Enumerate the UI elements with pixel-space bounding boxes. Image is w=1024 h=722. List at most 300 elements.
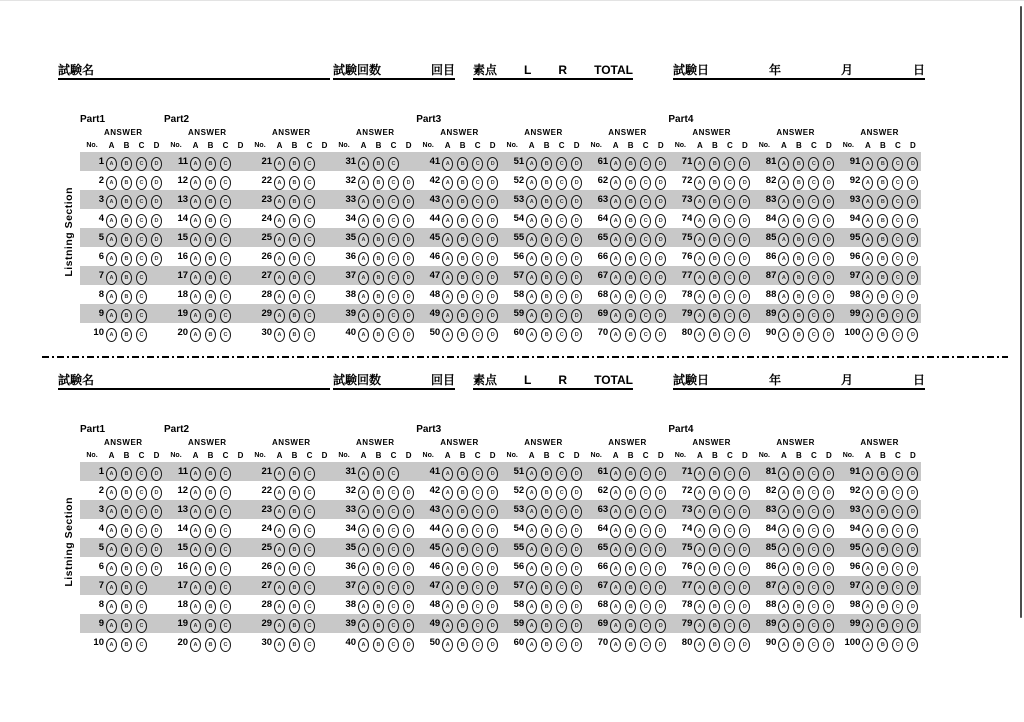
answer-bubble: C bbox=[808, 467, 819, 481]
bubble-cell bbox=[218, 247, 233, 266]
answer-bubble: C bbox=[136, 619, 147, 633]
answer-bubble: A bbox=[526, 619, 537, 633]
answer-bubble: D bbox=[487, 252, 498, 266]
answer-bubble: B bbox=[457, 505, 468, 519]
bubble-cell bbox=[776, 557, 791, 576]
question-number-cell: 48 bbox=[429, 599, 441, 610]
answer-header-cell: ANSWER bbox=[776, 128, 815, 137]
bubble-cell bbox=[386, 323, 401, 342]
bubble-cell bbox=[134, 595, 149, 614]
choice-header-cell: B bbox=[375, 451, 382, 460]
bubble-cell bbox=[440, 557, 455, 576]
answer-bubble: C bbox=[724, 309, 735, 323]
bubble-cell bbox=[821, 247, 836, 266]
bubble-cell bbox=[203, 462, 218, 481]
answer-bubble: D bbox=[739, 309, 750, 323]
answer-bubble: B bbox=[877, 600, 888, 614]
bubble-cell bbox=[317, 285, 332, 304]
answer-bubble: C bbox=[220, 309, 231, 323]
bubble-cell bbox=[608, 285, 623, 304]
answer-bubble: C bbox=[136, 505, 147, 519]
question-number-cell: 62 bbox=[597, 485, 609, 496]
bubble-cell bbox=[188, 538, 203, 557]
question-number-cell: 33 bbox=[332, 190, 356, 209]
answer-header-cell: ANSWER bbox=[440, 128, 479, 137]
answer-bubble: A bbox=[778, 233, 789, 247]
answer-bubble: A bbox=[610, 486, 621, 500]
bubble-cell bbox=[791, 285, 806, 304]
bubble-cell bbox=[569, 500, 584, 519]
bubble-cell bbox=[218, 595, 233, 614]
bubble-cell bbox=[539, 614, 554, 633]
bubble-cell bbox=[272, 171, 287, 190]
choice-header-cell: C bbox=[390, 451, 397, 460]
bubble-cell bbox=[776, 171, 791, 190]
answer-bubble: C bbox=[388, 467, 399, 481]
answer-bubble: A bbox=[442, 524, 453, 538]
answer-bubble: A bbox=[106, 619, 117, 633]
answer-bubble: B bbox=[289, 619, 300, 633]
bubble-cell bbox=[539, 190, 554, 209]
answer-bubble: A bbox=[778, 157, 789, 171]
answer-bubble: B bbox=[625, 214, 636, 228]
bubble-cell bbox=[890, 266, 905, 285]
bubble-cell bbox=[233, 285, 248, 304]
bubble-cell bbox=[119, 595, 134, 614]
answer-bubble: A bbox=[862, 543, 873, 557]
exam-date-field bbox=[673, 366, 925, 390]
bubble-cell bbox=[356, 500, 371, 519]
bubble-cell bbox=[569, 576, 584, 595]
answer-bubble: A bbox=[190, 252, 201, 266]
answer-bubble: B bbox=[289, 600, 300, 614]
choice-header-cell: B bbox=[627, 451, 634, 460]
bubble-cell bbox=[569, 538, 584, 557]
question-number-cell: 1 bbox=[80, 462, 104, 481]
answer-bubble: A bbox=[358, 581, 369, 595]
question-number-cell: 49 bbox=[416, 304, 440, 323]
bubble-cell bbox=[692, 614, 707, 633]
choice-header-cell: C bbox=[642, 141, 649, 150]
question-number-cell: 43 bbox=[416, 190, 440, 209]
answer-bubble: B bbox=[709, 619, 720, 633]
answer-bubble: C bbox=[556, 157, 567, 171]
bubble-cell bbox=[692, 633, 707, 652]
bubble-cell bbox=[485, 285, 500, 304]
bubble-cell bbox=[905, 266, 920, 285]
bubble-cell bbox=[272, 228, 287, 247]
answer-bubble: A bbox=[526, 252, 537, 266]
bubble-cell bbox=[905, 228, 920, 247]
question-number-cell: 59 bbox=[500, 614, 524, 633]
bubble-cell bbox=[776, 228, 791, 247]
bubble-cell bbox=[440, 285, 455, 304]
bubble-cell bbox=[821, 633, 836, 652]
question-number-cell: 97 bbox=[836, 576, 860, 595]
bubble-cell bbox=[554, 266, 569, 285]
answer-bubble: D bbox=[487, 195, 498, 209]
answer-bubble: D bbox=[487, 524, 498, 538]
bubble-cell bbox=[302, 247, 317, 266]
page-right-edge bbox=[1020, 6, 1022, 618]
answer-bubble: A bbox=[778, 600, 789, 614]
question-number-cell: 79 bbox=[668, 304, 692, 323]
bubble-cell bbox=[218, 171, 233, 190]
part-label-cell: Part3 bbox=[416, 423, 442, 435]
question-number-cell: 83 bbox=[752, 190, 776, 209]
bubble-cell bbox=[218, 462, 233, 481]
bubble-cell bbox=[776, 152, 791, 171]
bubble-cell bbox=[218, 557, 233, 576]
question-number-cell: 12 bbox=[177, 485, 189, 496]
bubble-cell bbox=[722, 557, 737, 576]
question-number-cell: 13 bbox=[164, 190, 188, 209]
bubble-cell bbox=[401, 538, 416, 557]
bubble-cell bbox=[875, 538, 890, 557]
bubble-cell bbox=[104, 462, 119, 481]
answer-bubble: B bbox=[793, 505, 804, 519]
bubble-cell bbox=[737, 614, 752, 633]
answer-bubble: B bbox=[457, 252, 468, 266]
question-number-cell: 60 bbox=[513, 637, 525, 648]
day-label: 日 bbox=[912, 373, 925, 387]
bubble-cell bbox=[287, 538, 302, 557]
choice-header-cell: C bbox=[810, 141, 817, 150]
bubble-cell bbox=[776, 209, 791, 228]
question-number-cell: 83 bbox=[752, 500, 776, 519]
bubble-cell bbox=[653, 152, 668, 171]
bubble-cell bbox=[188, 171, 203, 190]
answer-bubble: C bbox=[136, 524, 147, 538]
bubble-cell bbox=[455, 576, 470, 595]
answer-bubble: B bbox=[289, 505, 300, 519]
answer-bubble: D bbox=[487, 600, 498, 614]
answer-bubble: A bbox=[610, 233, 621, 247]
bubble-cell bbox=[524, 500, 539, 519]
answer-bubble: C bbox=[724, 252, 735, 266]
bubble-cell bbox=[707, 323, 722, 342]
bubble-cell bbox=[860, 595, 875, 614]
answer-bubble: C bbox=[892, 581, 903, 595]
bubble-cell bbox=[791, 266, 806, 285]
bubble-cell bbox=[737, 538, 752, 557]
question-number-cell: 64 bbox=[597, 523, 609, 534]
question-number-cell: 63 bbox=[584, 500, 608, 519]
answer-bubble: C bbox=[136, 290, 147, 304]
question-number-cell: 7 bbox=[80, 576, 104, 595]
answer-bubble: B bbox=[541, 309, 552, 323]
form-header bbox=[58, 58, 925, 80]
question-number-cell: 87 bbox=[752, 576, 776, 595]
answer-bubble: A bbox=[526, 562, 537, 576]
question-number-cell: 69 bbox=[584, 304, 608, 323]
question-number-cell: 7 bbox=[80, 266, 104, 285]
bubble-cell bbox=[233, 481, 248, 500]
question-number-cell: 12 bbox=[177, 175, 189, 186]
question-number-cell: 51 bbox=[500, 152, 524, 171]
bubble-cell bbox=[302, 304, 317, 323]
bubble-cell bbox=[302, 323, 317, 342]
answer-bubble: D bbox=[403, 543, 414, 557]
bubble-cell bbox=[875, 614, 890, 633]
answer-bubble: B bbox=[541, 486, 552, 500]
bubble-cell bbox=[134, 228, 149, 247]
bubble-cell bbox=[653, 171, 668, 190]
answer-bubble: D bbox=[907, 467, 918, 481]
answer-bubble: C bbox=[556, 309, 567, 323]
bubble-cell bbox=[890, 614, 905, 633]
question-number-cell: 86 bbox=[765, 251, 777, 262]
answer-bubble: C bbox=[556, 581, 567, 595]
answer-bubble: A bbox=[862, 638, 873, 652]
bubble-cell bbox=[623, 481, 638, 500]
answer-bubble: B bbox=[625, 486, 636, 500]
answer-bubble: A bbox=[862, 581, 873, 595]
bubble-cell bbox=[272, 595, 287, 614]
bubble-cell bbox=[776, 285, 791, 304]
bubble-cell bbox=[401, 576, 416, 595]
answer-bubble: C bbox=[724, 638, 735, 652]
choice-header-cell: A bbox=[528, 141, 535, 150]
answer-bubble: B bbox=[625, 524, 636, 538]
exam-name-label: 試験名 bbox=[58, 63, 95, 77]
answer-bubble: D bbox=[487, 467, 498, 481]
raw-score-label: 素点 bbox=[473, 373, 498, 387]
bubble-cell bbox=[806, 614, 821, 633]
bubble-cell bbox=[569, 595, 584, 614]
answer-bubble: C bbox=[808, 176, 819, 190]
answer-bubble: A bbox=[106, 600, 117, 614]
bubble-cell bbox=[134, 462, 149, 481]
bubble-cell bbox=[905, 557, 920, 576]
section-label-cell bbox=[58, 436, 80, 652]
bubble-cell bbox=[356, 190, 371, 209]
answer-bubble: A bbox=[778, 524, 789, 538]
answer-bubble: D bbox=[403, 252, 414, 266]
bubble-cell bbox=[470, 557, 485, 576]
answer-bubble: B bbox=[205, 233, 216, 247]
choice-header-cell: A bbox=[864, 451, 871, 460]
bubble-cell bbox=[455, 266, 470, 285]
answer-bubble: C bbox=[556, 195, 567, 209]
answer-header-cell: ANSWER bbox=[692, 128, 731, 137]
choice-header-cell: C bbox=[894, 451, 901, 460]
answer-bubble: A bbox=[442, 543, 453, 557]
question-number-cell: 55 bbox=[500, 228, 524, 247]
question-number-cell: 29 bbox=[248, 614, 272, 633]
answer-bubble: D bbox=[823, 214, 834, 228]
answer-sheet-copy-1 bbox=[58, 58, 925, 342]
answer-grid-slot bbox=[58, 112, 925, 342]
bubble-cell bbox=[875, 171, 890, 190]
bubble-cell bbox=[791, 209, 806, 228]
no-header-cell: No. bbox=[254, 142, 266, 149]
bubble-cell bbox=[188, 304, 203, 323]
answer-bubble: A bbox=[694, 328, 705, 342]
answer-bubble: C bbox=[388, 543, 399, 557]
part-label-cell: Part2 bbox=[164, 423, 190, 435]
choice-header-cell: C bbox=[558, 141, 565, 150]
bubble-cell bbox=[737, 285, 752, 304]
question-number-cell: 67 bbox=[584, 266, 608, 285]
choice-header-cell: A bbox=[276, 141, 283, 150]
answer-bubble: C bbox=[640, 486, 651, 500]
question-number-cell: 27 bbox=[248, 576, 272, 595]
answer-bubble: D bbox=[403, 195, 414, 209]
bubble-cell bbox=[371, 209, 386, 228]
answer-bubble: B bbox=[709, 638, 720, 652]
question-number-cell: 100 bbox=[844, 637, 861, 648]
answer-bubble: C bbox=[136, 581, 147, 595]
choice-header-cell: C bbox=[726, 451, 733, 460]
answer-header-cell: ANSWER bbox=[104, 128, 143, 137]
bubble-cell bbox=[134, 190, 149, 209]
answer-bubble: B bbox=[709, 581, 720, 595]
bubble-cell bbox=[905, 519, 920, 538]
bubble-cell bbox=[608, 614, 623, 633]
exam-round-field bbox=[333, 56, 455, 80]
bubble-cell bbox=[203, 228, 218, 247]
question-number-cell: 26 bbox=[261, 251, 273, 262]
question-number-cell: 99 bbox=[836, 304, 860, 323]
answer-bubble: A bbox=[610, 467, 621, 481]
answer-bubble: D bbox=[739, 562, 750, 576]
bubble-cell bbox=[569, 247, 584, 266]
answer-bubble: B bbox=[709, 290, 720, 304]
bubble-cell bbox=[692, 557, 707, 576]
choice-header-cell: B bbox=[459, 451, 466, 460]
bubble-cell bbox=[860, 462, 875, 481]
question-number-cell: 91 bbox=[836, 152, 860, 171]
answer-bubble: C bbox=[892, 505, 903, 519]
bubble-cell bbox=[317, 538, 332, 557]
answer-bubble: B bbox=[205, 543, 216, 557]
bubble-cell bbox=[134, 557, 149, 576]
answer-bubble: D bbox=[823, 271, 834, 285]
answer-bubble: A bbox=[610, 600, 621, 614]
answer-bubble: B bbox=[877, 486, 888, 500]
answer-bubble: D bbox=[907, 290, 918, 304]
answer-bubble: A bbox=[610, 524, 621, 538]
bubble-cell bbox=[317, 323, 332, 342]
bubble-cell bbox=[317, 266, 332, 285]
answer-bubble: A bbox=[862, 195, 873, 209]
answer-bubble: D bbox=[151, 467, 162, 481]
bubble-cell bbox=[233, 500, 248, 519]
question-number-cell: 27 bbox=[248, 266, 272, 285]
question-number-cell: 70 bbox=[597, 637, 609, 648]
question-number-cell: 55 bbox=[500, 538, 524, 557]
bubble-cell bbox=[356, 266, 371, 285]
bubble-cell bbox=[692, 304, 707, 323]
bubble-cell bbox=[608, 500, 623, 519]
answer-bubble: B bbox=[541, 157, 552, 171]
answer-bubble: A bbox=[442, 328, 453, 342]
bubble-cell bbox=[302, 266, 317, 285]
answer-bubble: C bbox=[556, 638, 567, 652]
bubble-cell bbox=[302, 190, 317, 209]
answer-bubble: B bbox=[877, 157, 888, 171]
bubble-cell bbox=[440, 266, 455, 285]
bubble-cell bbox=[218, 576, 233, 595]
question-number-cell: 93 bbox=[836, 500, 860, 519]
bubble-cell bbox=[104, 285, 119, 304]
bubble-cell bbox=[455, 633, 470, 652]
answer-bubble: B bbox=[793, 619, 804, 633]
question-number-cell: 74 bbox=[681, 523, 693, 534]
answer-bubble: D bbox=[823, 505, 834, 519]
answer-bubble: D bbox=[907, 233, 918, 247]
answer-bubble: B bbox=[205, 562, 216, 576]
answer-bubble: B bbox=[205, 486, 216, 500]
bubble-cell bbox=[554, 285, 569, 304]
no-header-cell: No. bbox=[254, 452, 266, 459]
bubble-cell bbox=[707, 557, 722, 576]
answer-bubble: C bbox=[724, 600, 735, 614]
answer-bubble: B bbox=[625, 638, 636, 652]
answer-bubble: A bbox=[190, 581, 201, 595]
answer-bubble: A bbox=[190, 195, 201, 209]
answer-bubble: A bbox=[862, 309, 873, 323]
answer-bubble: C bbox=[808, 290, 819, 304]
answer-bubble: B bbox=[625, 562, 636, 576]
bubble-cell bbox=[485, 576, 500, 595]
bubble-cell bbox=[455, 171, 470, 190]
bubble-cell bbox=[485, 228, 500, 247]
answer-bubble: C bbox=[388, 157, 399, 171]
answer-bubble: C bbox=[640, 195, 651, 209]
bubble-cell bbox=[356, 323, 371, 342]
bubble-cell bbox=[119, 285, 134, 304]
answer-bubble: A bbox=[358, 309, 369, 323]
bubble-cell bbox=[218, 519, 233, 538]
answer-bubble: C bbox=[724, 581, 735, 595]
choice-header-cell: D bbox=[153, 451, 160, 460]
question-number-cell: 45 bbox=[416, 228, 440, 247]
bubble-cell bbox=[272, 519, 287, 538]
answer-bubble: D bbox=[571, 252, 582, 266]
bubble-cell bbox=[317, 633, 332, 652]
answer-bubble: A bbox=[358, 176, 369, 190]
question-number-cell: 11 bbox=[164, 462, 188, 481]
bubble-cell bbox=[737, 190, 752, 209]
question-number-cell: 16 bbox=[177, 561, 189, 572]
bubble-cell bbox=[134, 538, 149, 557]
answer-bubble: A bbox=[778, 195, 789, 209]
answer-bubble: A bbox=[694, 309, 705, 323]
bubble-cell bbox=[821, 228, 836, 247]
bubble-cell bbox=[119, 247, 134, 266]
answer-bubble: C bbox=[220, 195, 231, 209]
bubble-cell bbox=[272, 209, 287, 228]
bubble-cell bbox=[890, 633, 905, 652]
bubble-cell bbox=[692, 500, 707, 519]
answer-bubble: C bbox=[724, 271, 735, 285]
no-header-cell: No. bbox=[842, 142, 854, 149]
answer-bubble: B bbox=[709, 328, 720, 342]
question-number-cell: 65 bbox=[584, 228, 608, 247]
bubble-cell bbox=[455, 209, 470, 228]
answer-bubble: B bbox=[625, 619, 636, 633]
bubble-cell bbox=[188, 247, 203, 266]
answer-bubble: C bbox=[892, 543, 903, 557]
answer-bubble: A bbox=[778, 309, 789, 323]
question-number-cell: 42 bbox=[429, 175, 441, 186]
answer-bubble: A bbox=[778, 467, 789, 481]
question-number-cell: 86 bbox=[765, 561, 777, 572]
exam-name-label: 試験名 bbox=[58, 373, 95, 387]
answer-bubble: D bbox=[487, 271, 498, 285]
